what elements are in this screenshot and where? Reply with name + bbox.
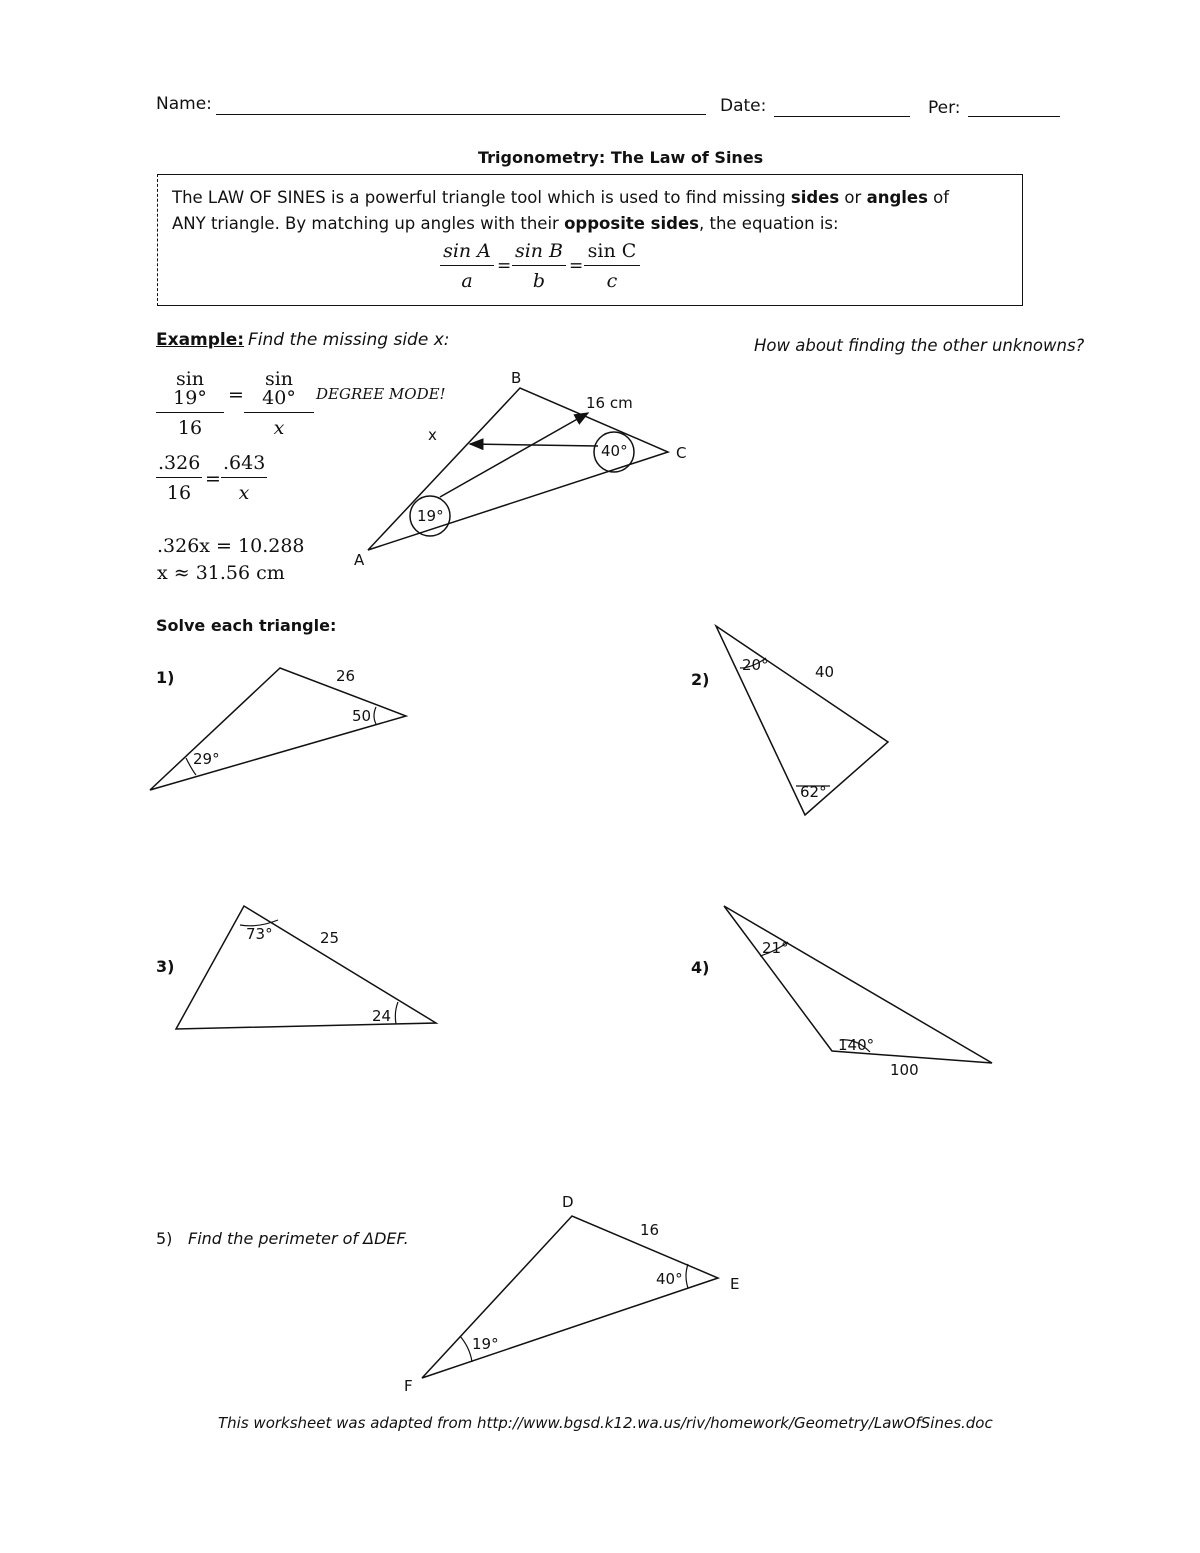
problem-5-angle-e: 40° — [656, 1270, 683, 1288]
formula-fraction-c: $\frac{\text{sin C}}{c}$ — [584, 242, 640, 291]
step1-right-fraction: $\frac{\sin 40^\circ}{x}$ — [244, 370, 314, 438]
problem-4-side: 100 — [890, 1061, 919, 1079]
solve-heading: Solve each triangle: — [156, 616, 337, 635]
step1-equals: = — [228, 384, 244, 406]
problem-5-vertex-d: D — [562, 1193, 574, 1211]
step3-equation: .326x = 10.288 — [157, 535, 305, 557]
period-label: Per: — [928, 98, 961, 118]
example-angle-c: 40° — [601, 442, 628, 460]
step2-equals: = — [205, 468, 221, 490]
example-label: Example: — [156, 330, 245, 350]
step4-result: x ≈ 31.56 cm — [157, 562, 285, 584]
step1-left-fraction: $\frac{\sin 19^\circ}{16}$ — [156, 370, 224, 438]
problem-2-angle-1: 20° — [742, 656, 769, 674]
example-vertex-b: B — [511, 369, 522, 387]
problem-3-side-2: 24 — [372, 1007, 392, 1025]
problem-3-triangle — [176, 906, 436, 1029]
example-side-bc: 16 cm — [586, 394, 633, 412]
problem-4-angle-1: 21° — [762, 939, 789, 957]
problem-2-angle-2: 62° — [800, 783, 827, 801]
intro-line-1: The LAW OF SINES is a powerful triangle tool which is used to find missing sides or angles of — [172, 188, 950, 207]
problem-2-number: 2) — [691, 670, 710, 689]
problem-5-vertex-e: E — [730, 1275, 740, 1293]
step2-left-fraction: $\frac{.326}{16}$ — [158, 452, 201, 504]
problem-1-triangle — [150, 668, 406, 790]
page-title: Trigonometry: The Law of Sines — [478, 148, 764, 167]
example-vertex-c: C — [676, 444, 687, 462]
name-label: Name: — [156, 94, 212, 114]
intro-line-2: ANY triangle. By matching up angles with their opposite sides, the equation is: — [172, 214, 839, 233]
example-vertex-a: A — [354, 551, 365, 569]
example-triangle — [368, 388, 668, 550]
date-label: Date: — [720, 96, 767, 116]
problem-3-number: 3) — [156, 957, 175, 976]
problem-5-number: 5) — [156, 1229, 173, 1248]
problem-5-angle-f: 19° — [472, 1335, 499, 1353]
problem-1-angle: 29° — [193, 750, 220, 768]
problem-1-side: 26 — [336, 667, 356, 685]
problem-4-angle-2: 140° — [838, 1036, 875, 1054]
example-angle-a: 19° — [417, 507, 444, 525]
footer-source: This worksheet was adapted from http://www.bgsd.k12.wa.us/riv/homework/Geometry/LawOfSines.doc — [218, 1414, 993, 1432]
example-prompt: Find the missing side x: — [248, 330, 450, 350]
problem-5-angle-arc-f — [460, 1336, 472, 1362]
problem-1-number: 1) — [156, 668, 175, 687]
problem-5-text: Find the perimeter of ΔDEF. — [188, 1229, 409, 1248]
degree-mode-note: DEGREE MODE! — [316, 385, 446, 403]
problem-1-angle-arc-b — [374, 707, 376, 724]
problem-2-side: 40 — [815, 663, 835, 681]
formula-equals-1: = — [497, 256, 512, 276]
problem-3-side-1: 25 — [320, 929, 340, 947]
step2-right-fraction: $\frac{.643}{x}$ — [223, 452, 266, 504]
example-side-x: x — [428, 426, 437, 444]
problem-5-angle-arc-e — [686, 1264, 688, 1288]
formula-equals-2: = — [569, 256, 584, 276]
problem-5-side: 16 — [640, 1221, 660, 1239]
problem-5-triangle — [422, 1216, 718, 1378]
formula-fraction-b: $\frac{\text{sin B}}{b}$ — [512, 242, 566, 291]
problem-1-side-2: 50 — [352, 707, 372, 725]
problem-4-number: 4) — [691, 958, 710, 977]
problem-3-angle: 73° — [246, 925, 273, 943]
problem-3-angle-arc-b — [395, 1002, 398, 1024]
problem-5-vertex-f: F — [404, 1377, 413, 1395]
formula-fraction-a: $\frac{\text{sin A}}{a}$ — [440, 242, 494, 291]
other-unknowns-prompt: How about finding the other unknowns? — [754, 336, 1085, 355]
